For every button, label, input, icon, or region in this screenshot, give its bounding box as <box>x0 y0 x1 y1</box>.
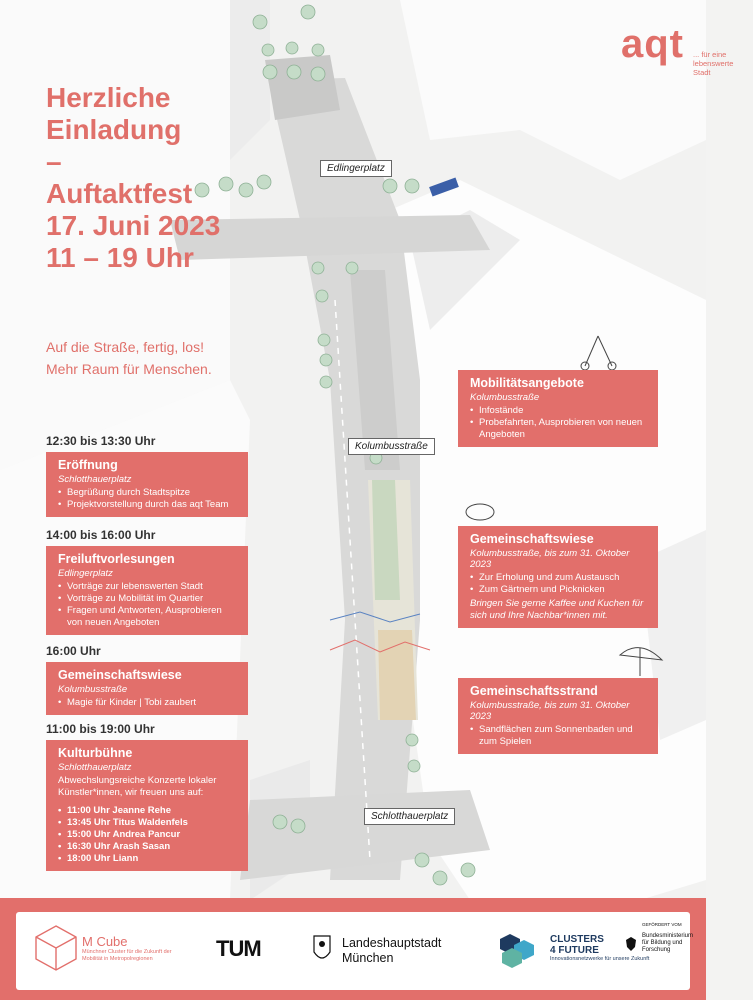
mcube-logo-icon <box>34 924 78 972</box>
c4f-line-2: 4 FUTURE <box>550 945 599 956</box>
card-location: Schlotthauerplatz <box>58 474 132 485</box>
motto <box>46 336 212 380</box>
station-card-mobilitaetsangebote <box>458 370 658 447</box>
schedule-card-eroeffnung <box>46 452 248 517</box>
list-item: • Probefahrten, Ausprobieren von neuen Angeboten <box>470 417 648 441</box>
bmbf-name: Bundesministerium für Bildung und Forschung <box>642 933 694 953</box>
aqt-logo <box>621 22 734 77</box>
card-title: Eröffnung <box>58 458 118 472</box>
mcube-logo <box>82 934 192 963</box>
list-item: • 18:00 Uhr Liann <box>58 853 238 865</box>
tum-logo: TUM <box>216 936 261 961</box>
bmbf-gefoerdert: GEFÖRDERT VOM <box>642 922 682 927</box>
card-location: Kolumbusstraße, bis zum 31. Oktober 2023 <box>470 700 630 722</box>
clusters4future-logo-icon <box>500 930 544 970</box>
list-item: • Infostände <box>470 405 648 417</box>
card-text: Abwechslungsreiche Konzerte lokaler Künstler*innen, wir freuen uns auf: <box>58 775 217 798</box>
list-item: • Vorträge zu Mobilität im Quartier <box>58 593 238 605</box>
list-item: • 13:45 Uhr Titus Waldenfels <box>58 817 238 829</box>
mcube-name: M Cube <box>82 934 128 949</box>
list-item: • Zum Gärtnern und Picknicken <box>470 584 648 596</box>
schedule-card-kulturbuehne <box>46 740 248 871</box>
c4f-subtitle: Innovationsnetzwerke für unsere Zukunft <box>550 956 650 962</box>
motto-line-2: Mehr Raum für Menschen. <box>46 361 212 377</box>
invitation-headline <box>46 82 220 274</box>
bmbf-logo <box>624 922 696 954</box>
card-location: Kolumbusstraße, bis zum 31. Oktober 2023 <box>470 548 630 570</box>
list-item: • 16:30 Uhr Arash Sasan <box>58 841 238 853</box>
schedule-time-3: 16:00 Uhr <box>46 644 101 658</box>
munich-logo <box>342 936 441 966</box>
list-item: • Magie für Kinder | Tobi zaubert <box>58 697 238 709</box>
card-note: Bringen Sie gerne Kaffee und Kuchen für sich und Ihre Nachbar*innen mit. <box>470 598 644 621</box>
list-item: • Sandflächen zum Sonnenbaden und zum Spielen <box>470 724 648 748</box>
list-item: • Projektvorstellung durch das aqt Team <box>58 499 238 511</box>
c4f-line-1: CLUSTERS <box>550 934 604 945</box>
card-location: Edlingerplatz <box>58 568 113 579</box>
munich-line-1: Landeshauptstadt <box>342 936 442 950</box>
station-card-gemeinschaftswiese <box>458 526 658 628</box>
schedule-card-freiluftvorlesungen <box>46 546 248 635</box>
schedule-time-2: 14:00 bis 16:00 Uhr <box>46 528 156 542</box>
event-hours: 11 – 19 Uhr <box>46 242 194 273</box>
list-item: • 11:00 Uhr Jeanne Rehe <box>58 805 238 817</box>
headline-line-3: – <box>46 146 62 177</box>
card-location: Kolumbusstraße <box>470 392 540 403</box>
card-title: Gemeinschaftswiese <box>58 668 182 682</box>
map-label-kolumbusstrasse: Kolumbusstraße <box>348 438 435 455</box>
card-title: Kulturbühne <box>58 746 133 760</box>
headline-line-2: Einladung <box>46 114 182 145</box>
federal-eagle-icon <box>624 936 638 952</box>
munich-crest-icon <box>312 934 332 964</box>
schedule-card-gemeinschaftswiese <box>46 662 248 715</box>
event-date: 17. Juni 2023 <box>46 210 221 241</box>
station-card-gemeinschaftsstrand <box>458 678 658 754</box>
list-item: • Vorträge zur lebenswerten Stadt <box>58 581 238 593</box>
card-title: Mobilitätsangebote <box>470 376 584 390</box>
aqt-tagline: ... für eine lebenswerte Stadt <box>693 50 734 77</box>
headline-line-1: Herzliche <box>46 82 171 113</box>
munich-line-2: München <box>342 951 394 965</box>
card-title: Gemeinschaftswiese <box>470 532 594 546</box>
mcube-subtitle: Münchner Cluster für die Zukunft der Mobilität in Metropolregionen <box>82 949 172 962</box>
list-item: • Zur Erholung und zum Austausch <box>470 572 648 584</box>
schedule-time-4: 11:00 bis 19:00 Uhr <box>46 722 155 736</box>
map-label-edlingerplatz: Edlingerplatz <box>320 160 392 177</box>
map-label-schlotthauerplatz: Schlotthauerplatz <box>364 808 455 825</box>
headline-line-4: Auftaktfest <box>46 178 193 209</box>
card-location: Kolumbusstraße <box>58 684 128 695</box>
schedule-time-1: 12:30 bis 13:30 Uhr <box>46 434 156 448</box>
list-item: • Begrüßung durch Stadtspitze <box>58 487 238 499</box>
sponsor-panel <box>16 912 694 990</box>
list-item: • 15:00 Uhr Andrea Pancur <box>58 829 238 841</box>
card-location: Schlotthauerplatz <box>58 762 132 773</box>
sponsor-footer <box>0 898 706 1000</box>
motto-line-1: Auf die Straße, fertig, los! <box>46 339 204 355</box>
card-title: Gemeinschaftsstrand <box>470 684 598 698</box>
list-item: • Fragen und Antworten, Ausprobieren von neuen Angeboten <box>58 605 238 629</box>
aqt-logo-mark: aqt <box>621 22 684 66</box>
card-title: Freiluftvorlesungen <box>58 552 175 566</box>
